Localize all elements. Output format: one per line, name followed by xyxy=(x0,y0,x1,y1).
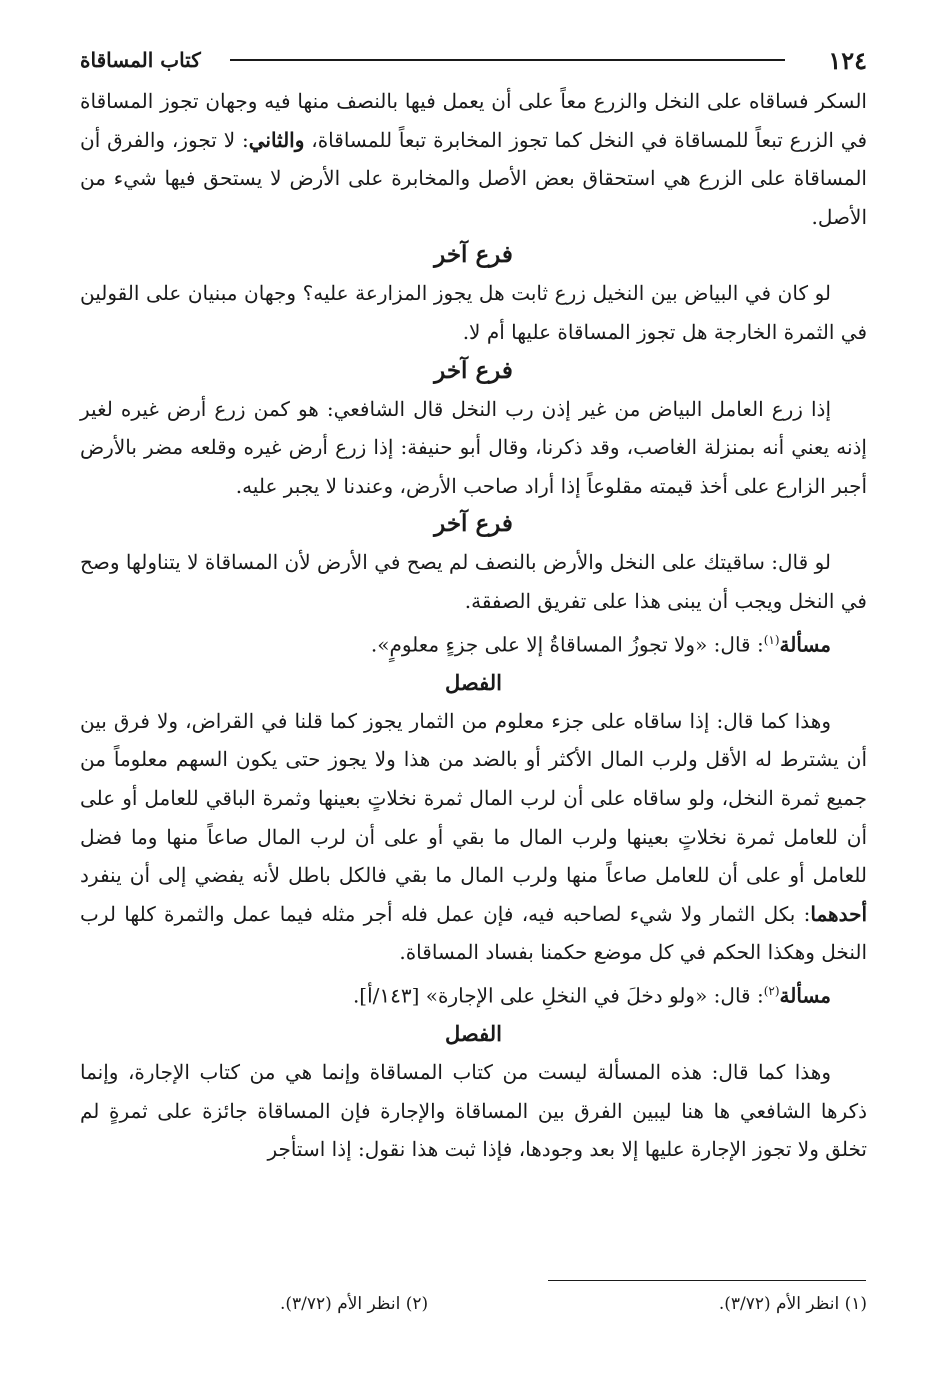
book-title: كتاب المساقاة xyxy=(80,48,201,72)
section-heading-1: فرع آخر xyxy=(434,241,513,269)
bold-term-second: والثاني xyxy=(248,127,305,152)
masala-label: مسألة xyxy=(779,632,831,657)
paragraph-2: لو كان في البياض بين النخيل زرع ثابت هل يجوز المزارعة عليه؟ وجهان مبنيان على القولين في الثمرة الخارجة هل تجوز المساقاة عليها أم لا. xyxy=(80,281,867,344)
page-number: ١٢٤ xyxy=(828,45,867,75)
masala-1: مسألة$^{(١)}$: قال: «ولا تجوزُ المساقاةُ إلا على جزءٍ معلومٍ». xyxy=(370,632,831,657)
footnote-2: (٢) انظر الأم (٣/٧٢). xyxy=(280,1294,429,1314)
footnote-rule xyxy=(548,1280,866,1281)
chapter-heading-2: الفصل xyxy=(445,1021,502,1047)
bold-term-one-of-them: أحدهما xyxy=(810,901,867,926)
paragraph-5: وهذا كما قال: إذا ساقاه على جزء معلوم من الثمار يجوز كما قلنا في القراض، ولا فرق بين أن يشترط له الأقل ولرب المال الأكثر أو بالضد من هذا ولا يجوز حتى يكون السهم معلوماً من جميع ثمرة النخل، ولو ساقاه على أن لرب المال ثمرة نخلاتٍ بعينها وثمرة الباقي للعامل أو على أن للعامل ثمرة نخلاتٍ بعينها ولرب المال ما بقي أو على أن لرب المال صاعاً منها وما فضل للعامل أو على أن للعامل صاعاً منها ولرب المال ما بقي فالكل باطل لأنه يفضي إلى أن ينفرد أحدهما: بكل الثمار ولا شيء لصاحبه فيه، فإن عمل فله أجر مثله فيما عمل والثمرة كلها لرب النخل وهكذا الحكم في كل موضع حكمنا بفساد المساقاة. xyxy=(80,708,867,965)
section-heading-2: فرع آخر xyxy=(434,356,513,384)
page-header xyxy=(80,38,867,82)
page-content xyxy=(80,82,867,1169)
paragraph-6: وهذا كما قال: هذه المسألة ليست من كتاب المساقاة وإنما هي من كتاب الإجارة، وإنما ذكرها الشافعي ها هنا ليبين الفرق بين المساقاة والإجارة فإن المساقاة جائزة على ثمرةٍ لم تخلق ولا تجوز الإجارة عليها إلا بعد وجودها، فإذا ثبت هذا نقول: إذا استأجر xyxy=(80,1060,867,1162)
paragraph-3: إذا زرع العامل البياض من غير إذن رب النخل قال الشافعي: هو كمن زرع أرض غيره لغير إذنه يعني أنه بمنزلة الغاصب، وقد ذكرنا، وقال أبو حنيفة: إذا زرع أرض غيره وقلعه مضر بالأرض أجبر الزارع على أخذ قيمته مقلوعاً إذا أراد صاحب الأرض، وعندنا لا يجبر عليه. xyxy=(80,396,867,498)
footnote-ref-2: (٢) xyxy=(763,983,780,998)
footnotes xyxy=(280,1294,867,1314)
section-heading-3: فرع آخر xyxy=(434,510,513,538)
paragraph-1: السكر فساقاه على النخل والزرع معاً على أن يعمل فيها بالنصف منها فيه وجهان تجوز المساقاة في الزرع تبعاً للمساقاة في النخل كما تجوز المخابرة تبعاً للمساقاة، والثاني: لا تجوز، والفرق أن المساقاة على الزرع هي استحقاق بعض الأصل والمخابرة على الأرض لا يستحق فيها شيء من الأصل. xyxy=(80,89,868,229)
footnote-1: (١) انظر الأم (٣/٧٢). xyxy=(718,1294,867,1314)
header-rule xyxy=(230,59,785,61)
masala-label: مسألة xyxy=(779,983,831,1008)
masala-2: مسألة$^{(٢)}$: قال: «ولو دخلَ في النخلِ على الإجارة» [١٤٣/أ]. xyxy=(352,983,831,1008)
chapter-heading-1: الفصل xyxy=(445,669,502,695)
paragraph-4: لو قال: ساقيتك على النخل والأرض بالنصف لم يصح في الأرض لأن المساقاة لا يتناولها وصح في النخل ويجب أن يبنى هذا على تفريق الصفقة. xyxy=(80,550,867,613)
footnote-ref-1: (١) xyxy=(763,632,780,647)
document-page xyxy=(80,38,867,1169)
